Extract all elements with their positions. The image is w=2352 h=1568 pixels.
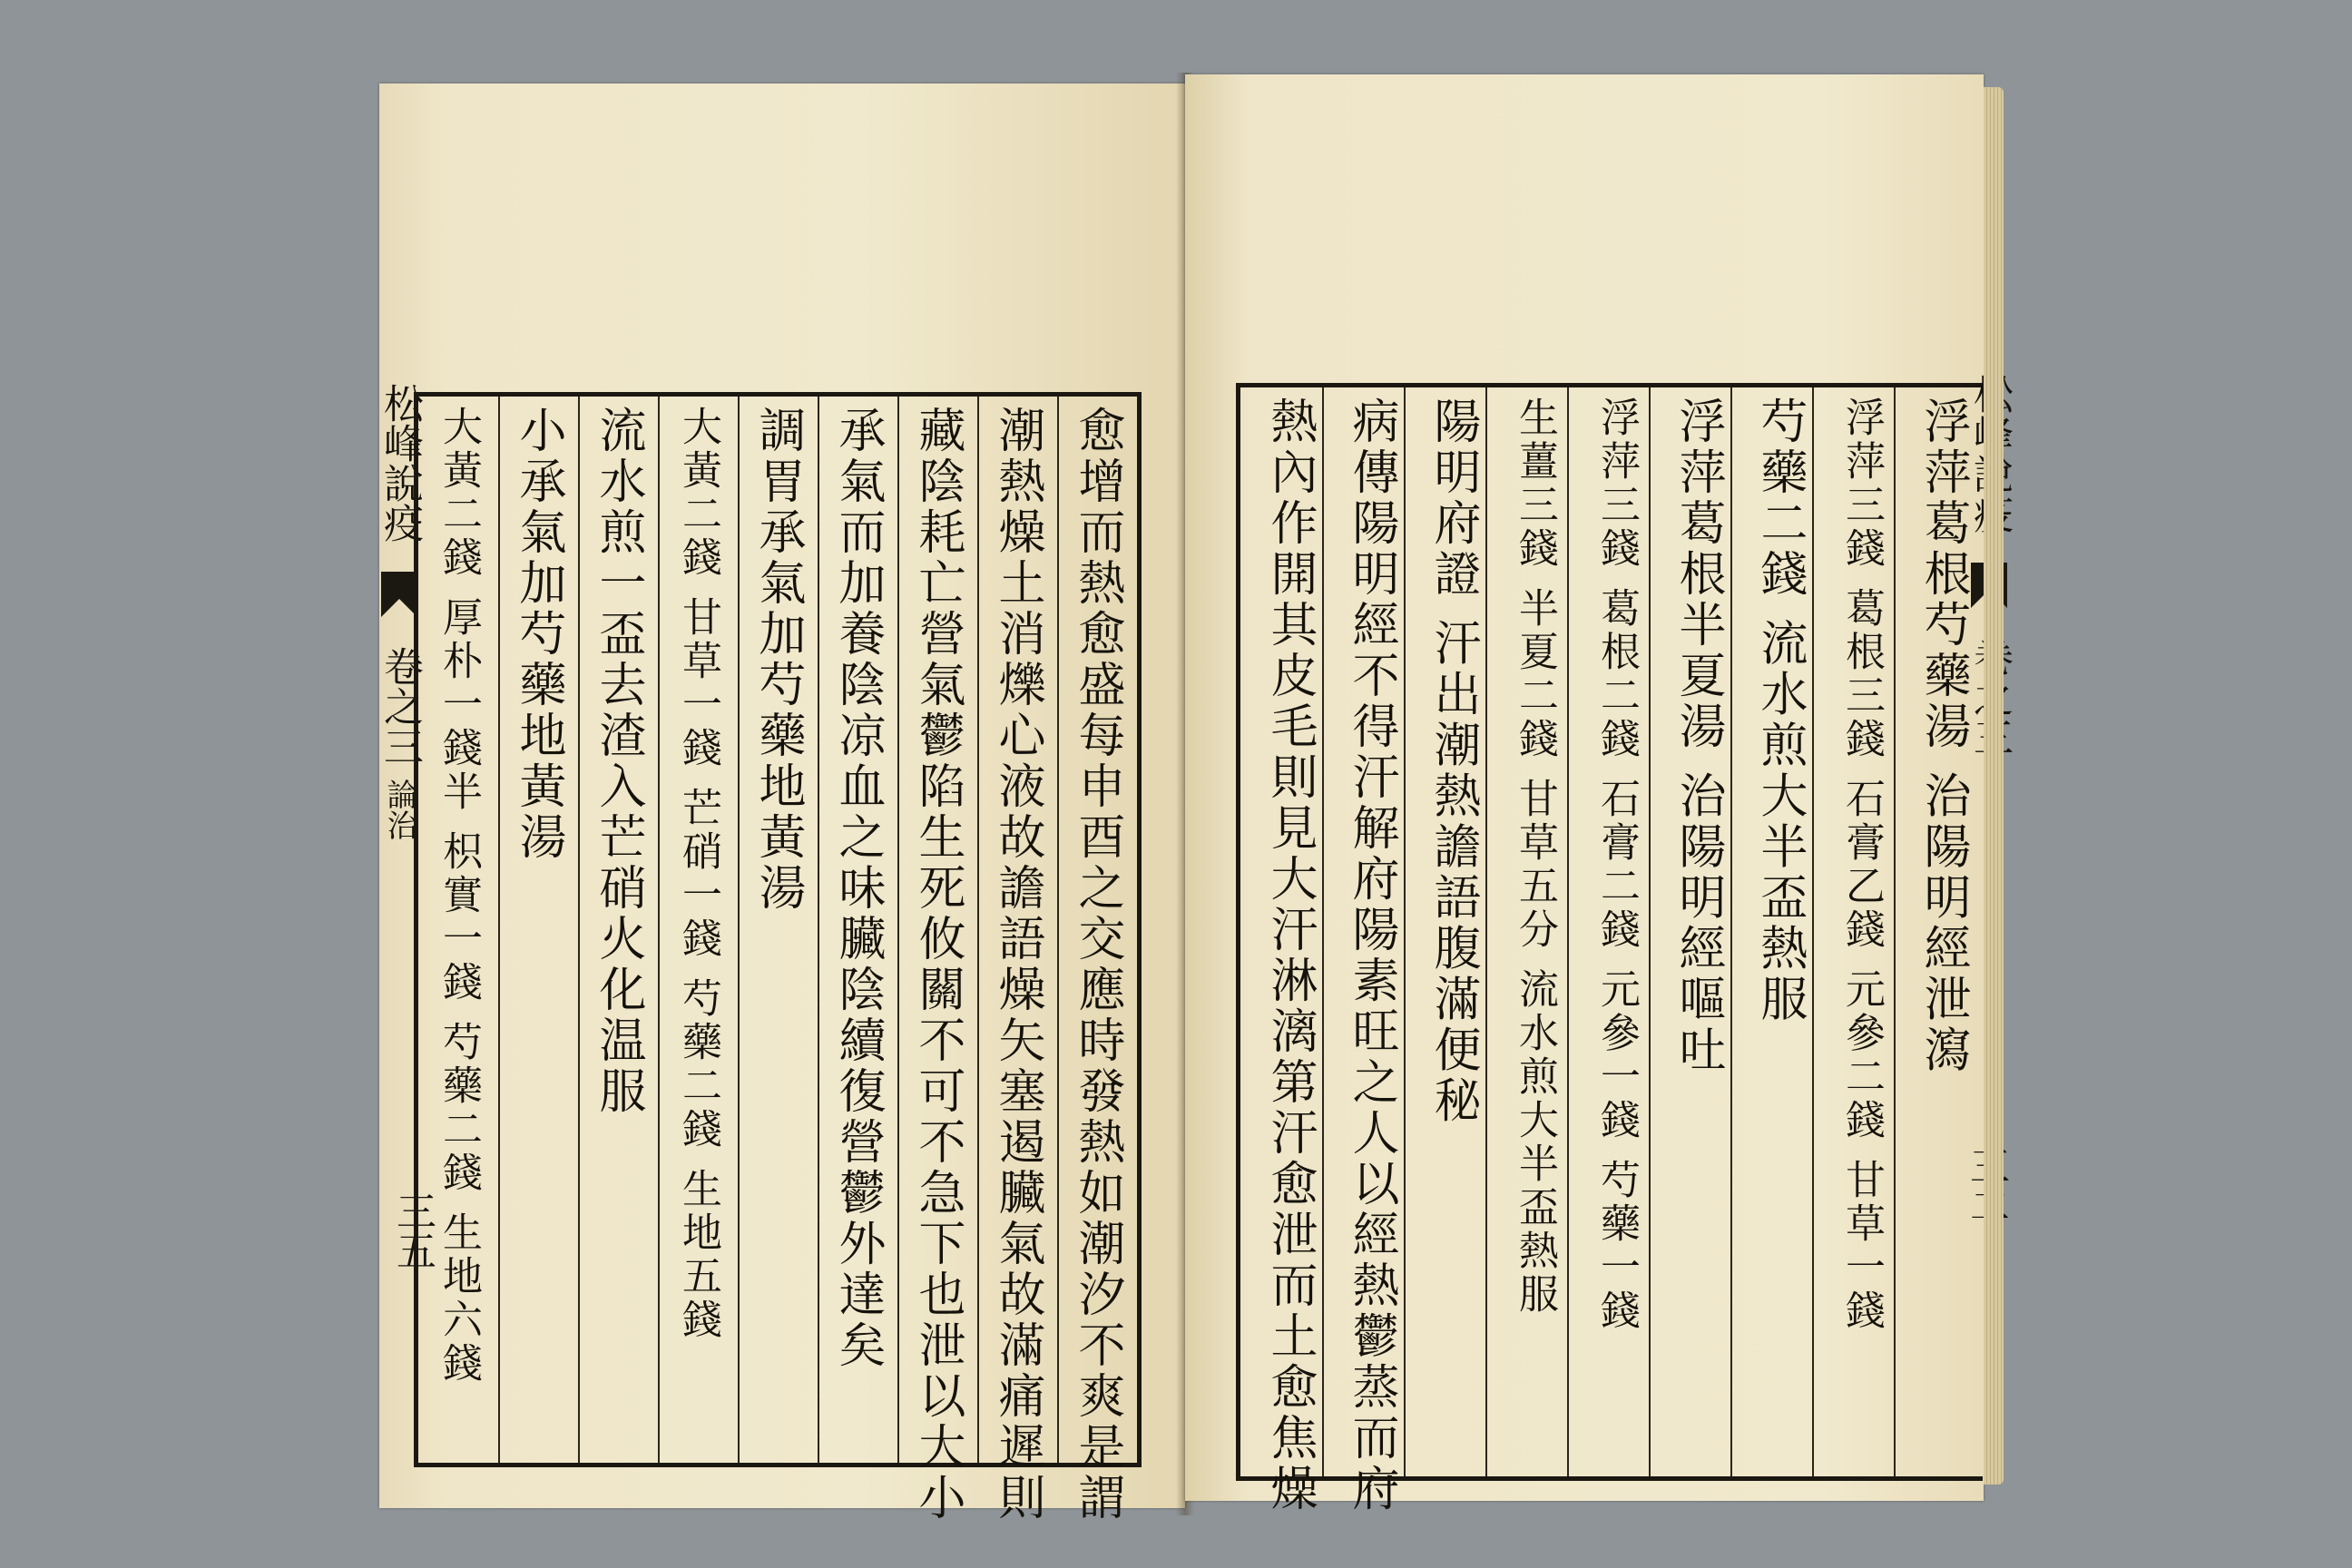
right-column-6: 生薑三錢 半夏二錢 甘草五分 流水煎大半盃熱服 xyxy=(1512,397,1558,1317)
right-page xyxy=(1185,74,1984,1514)
left-margin-title: 松峰說疫 卷之三 論治 xyxy=(377,383,423,840)
right-column-8: 病傳陽明經不得汗解府陽素旺之人以經熱鬱蒸而府 xyxy=(1344,397,1398,1514)
right-column-1: 浮萍葛根芍藥湯 治陽明經泄瀉 xyxy=(1916,397,1970,1076)
right-column-4: 浮萍葛根半夏湯 治陽明經嘔吐 xyxy=(1671,397,1725,1076)
right-text-frame xyxy=(1236,383,1983,1514)
left-page xyxy=(377,83,1185,1524)
right-column-7: 陽明府證 汗出潮熱譫語腹滿便秘 xyxy=(1426,397,1480,1127)
left-column-4: 承氣而加養陰凉血之味臟陰續復營鬱外達矣 xyxy=(830,406,885,1371)
left-column-8: 小承氣加芍藥地黃湯 xyxy=(511,406,565,863)
page-edges xyxy=(1984,87,2004,1485)
left-column-3: 藏陰耗亡營氣鬱陷生死攸關不可不急下也泄以大小 xyxy=(910,406,965,1524)
right-column-3: 芍藥二錢 流水煎大半盃熱服 xyxy=(1752,397,1807,1025)
left-column-1: 愈增而熱愈盛每申酉之交應時發熱如潮汐不爽是謂 xyxy=(1070,406,1124,1524)
left-column-7: 流水煎一盃去渣入芒硝火化温服 xyxy=(591,406,645,1117)
left-text-frame xyxy=(414,392,1142,1524)
left-column-2: 潮熱燥土消爍心液故譫語燥矢塞遏臟氣故滿痛遲則 xyxy=(990,406,1044,1524)
left-column-5: 調胃承氣加芍藥地黃湯 xyxy=(750,406,805,914)
left-column-9: 大黃二錢 厚朴一錢半 枳實一錢 芍藥二錢 生地六錢 xyxy=(436,406,482,1386)
left-page-number: 三五 xyxy=(389,1191,436,1270)
fish-tail-mark-icon xyxy=(381,572,417,617)
right-column-2: 浮萍三錢 葛根三錢 石膏乙錢 元參二錢 甘草一錢 xyxy=(1838,397,1885,1333)
right-column-5: 浮萍三錢 葛根二錢 石膏二錢 元參一錢 芍藥一錢 xyxy=(1593,397,1640,1333)
left-column-6: 大黃二錢 甘草一錢 芒硝一錢 芍藥二錢 生地五錢 xyxy=(675,406,721,1342)
right-column-9: 熱內作開其皮毛則見大汗淋漓第汗愈泄而土愈焦燥 xyxy=(1262,397,1317,1514)
